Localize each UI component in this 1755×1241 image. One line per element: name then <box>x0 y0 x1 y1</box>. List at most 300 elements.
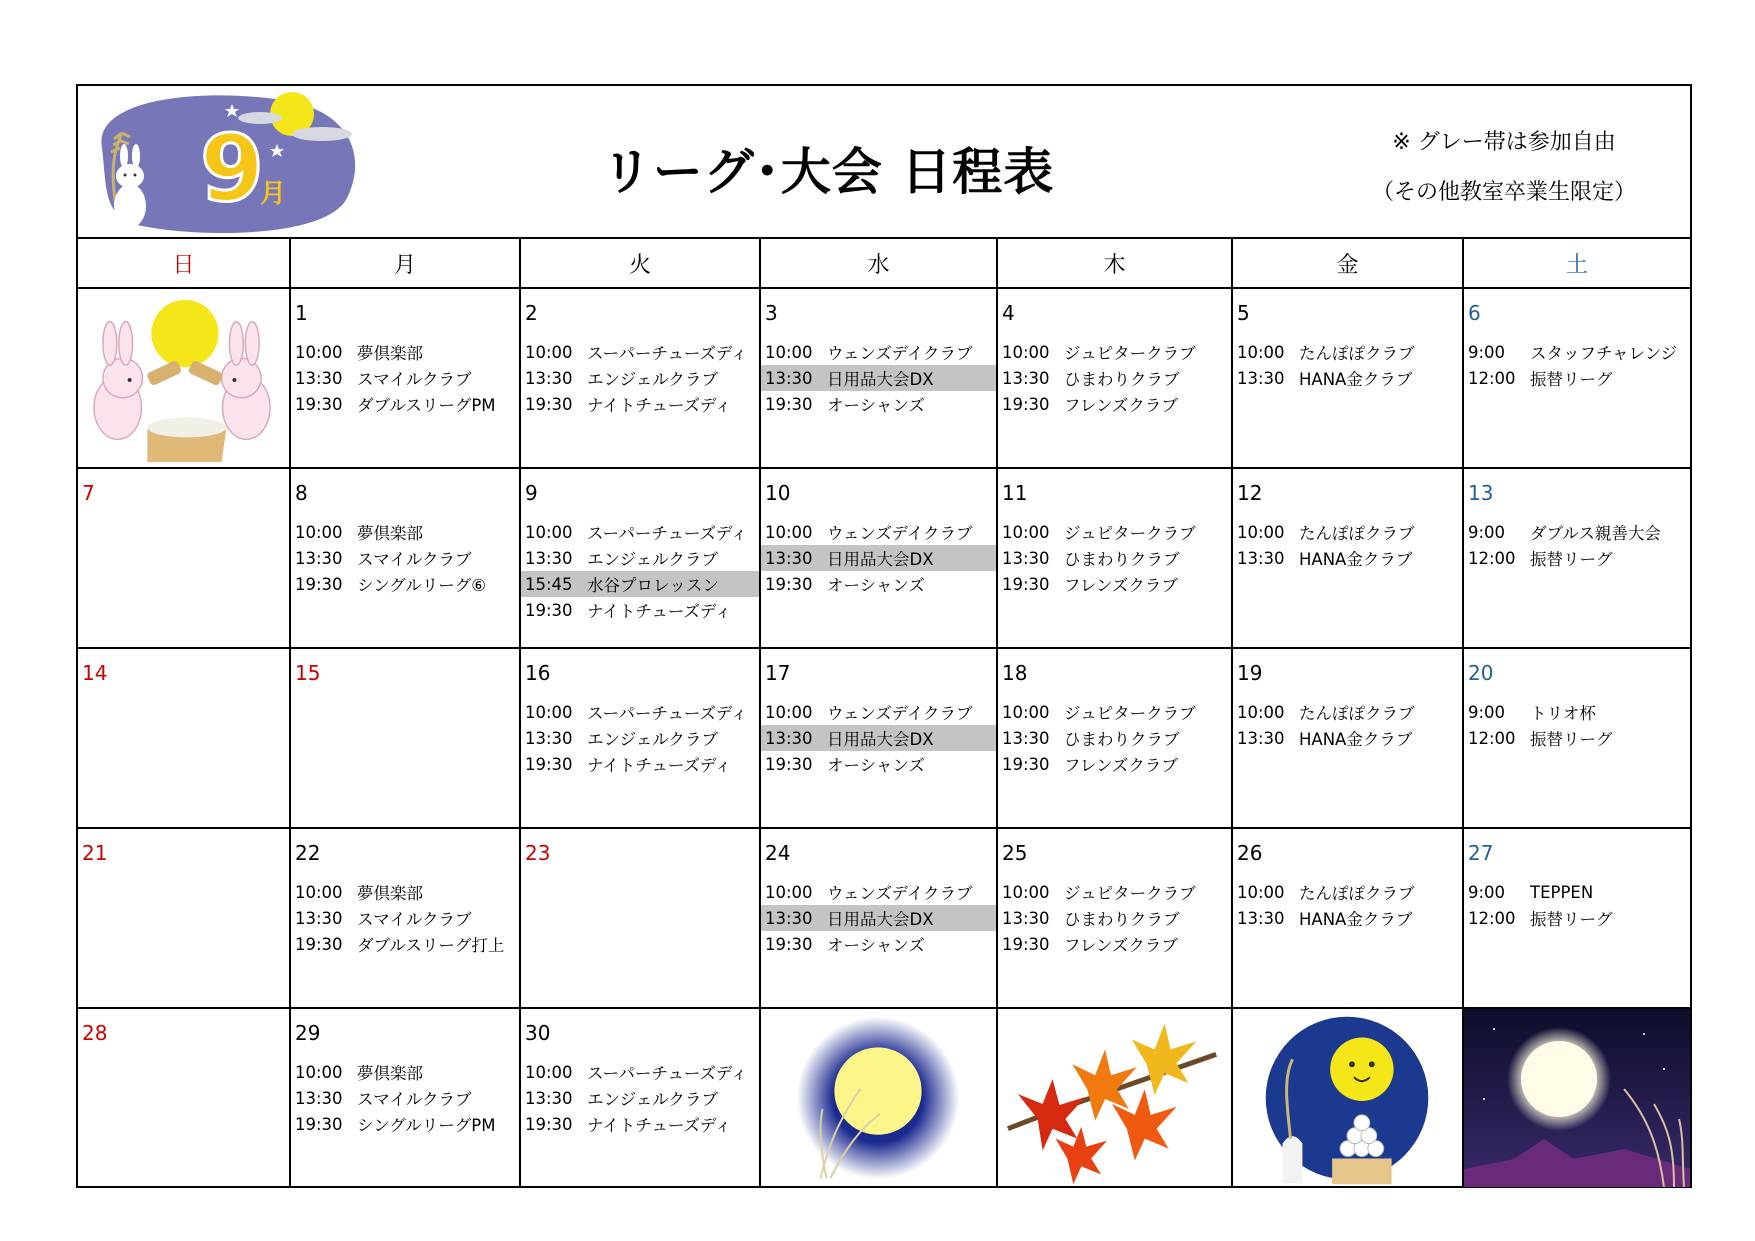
event-name: エンジェルクラブ <box>587 1090 718 1109</box>
event-name: 夢倶楽部 <box>357 344 423 363</box>
event-list <box>1233 339 1462 391</box>
event-row <box>1233 905 1462 931</box>
day-cell-thu <box>998 1009 1233 1187</box>
event-name: ひまわりクラブ <box>1064 550 1180 569</box>
page-title: リーグ･大会 日程表 <box>601 143 1055 201</box>
event-row <box>761 519 996 545</box>
day-cell-sat <box>1464 829 1690 1007</box>
event-time: 19:30 <box>765 934 813 954</box>
day-cell-mon <box>291 1009 521 1187</box>
event-name: トリオ杯 <box>1530 704 1596 723</box>
day-cell-sat <box>1464 649 1690 827</box>
event-list <box>521 699 759 777</box>
event-list <box>1233 519 1462 571</box>
day-cell-tue <box>521 829 761 1007</box>
event-name: 夢倶楽部 <box>357 884 423 903</box>
event-list <box>998 699 1231 777</box>
event-name: たんぽぽクラブ <box>1299 884 1415 903</box>
event-row-optional <box>761 725 996 751</box>
event-time: 19:30 <box>525 600 573 620</box>
event-name: たんぽぽクラブ <box>1299 524 1415 543</box>
event-time: 9:00 <box>1468 522 1506 542</box>
event-name: TEPPEN <box>1530 882 1594 902</box>
event-time: 10:00 <box>1237 522 1285 542</box>
event-row-optional <box>761 545 996 571</box>
event-name: ウェンズデイクラブ <box>827 704 973 723</box>
event-row <box>998 879 1231 905</box>
event-list <box>761 339 996 417</box>
day-number: 9 <box>525 481 538 505</box>
event-list <box>761 699 996 777</box>
day-cell-wed <box>761 469 998 647</box>
week-row <box>78 1009 1690 1187</box>
event-row <box>291 1111 519 1137</box>
event-row <box>1464 365 1690 391</box>
event-time: 13:30 <box>765 368 813 388</box>
day-number: 8 <box>295 481 308 505</box>
event-name: スマイルクラブ <box>357 370 472 389</box>
event-time: 10:00 <box>525 342 573 362</box>
event-time: 10:00 <box>525 1062 573 1082</box>
event-time: 10:00 <box>1002 342 1050 362</box>
rabbits-pounding-mochi-illustration <box>78 289 289 467</box>
week-row <box>78 649 1690 829</box>
day-cell-wed <box>761 649 998 827</box>
event-time: 13:30 <box>525 368 573 388</box>
event-name: フレンズクラブ <box>1064 756 1178 775</box>
day-cell-wed <box>761 289 998 467</box>
event-name: スマイルクラブ <box>357 1090 472 1109</box>
event-name: 振替リーグ <box>1530 550 1613 569</box>
event-name: オーシャンズ <box>827 936 925 955</box>
event-name: ウェンズデイクラブ <box>827 524 973 543</box>
week-row <box>78 289 1690 469</box>
day-cell-fri <box>1233 649 1464 827</box>
event-row <box>521 751 759 777</box>
day-number: 24 <box>765 841 791 865</box>
day-cell-fri <box>1233 289 1464 467</box>
event-time: 19:30 <box>525 754 573 774</box>
event-row <box>1464 699 1690 725</box>
event-time: 13:30 <box>295 1088 343 1108</box>
day-number: 1 <box>295 301 308 325</box>
event-name: 日用品大会DX <box>827 550 934 569</box>
event-time: 13:30 <box>1002 728 1050 748</box>
event-row <box>521 339 759 365</box>
event-time: 10:00 <box>765 702 813 722</box>
event-time: 10:00 <box>765 882 813 902</box>
weekday-thu: 木 <box>998 239 1233 287</box>
day-number: 28 <box>82 1021 108 1045</box>
day-cell-sat <box>1464 1009 1690 1187</box>
event-row <box>291 1085 519 1111</box>
event-time: 13:30 <box>1002 368 1050 388</box>
event-name: ナイトチューズディ <box>587 756 732 775</box>
event-name: ジュピタークラブ <box>1064 884 1196 903</box>
weekday-fri: 金 <box>1233 239 1464 287</box>
event-row <box>1233 545 1462 571</box>
event-row <box>521 597 759 623</box>
event-name: ジュピタークラブ <box>1064 524 1196 543</box>
event-time: 10:00 <box>765 522 813 542</box>
event-list <box>1464 879 1690 931</box>
day-cell-tue <box>521 469 761 647</box>
day-number: 11 <box>1002 481 1028 505</box>
event-time: 13:30 <box>1237 368 1285 388</box>
event-row <box>761 699 996 725</box>
moon-viewing-dango-illustration <box>1233 1009 1462 1187</box>
event-row <box>291 571 519 597</box>
day-cell-fri <box>1233 469 1464 647</box>
event-row <box>521 699 759 725</box>
event-row-optional <box>761 905 996 931</box>
event-row <box>998 699 1231 725</box>
weekday-sun: 日 <box>78 239 291 287</box>
event-row <box>998 365 1231 391</box>
event-row <box>291 339 519 365</box>
event-time: 19:30 <box>525 394 573 414</box>
day-cell-tue <box>521 649 761 827</box>
event-time: 19:30 <box>295 934 343 954</box>
event-list <box>761 519 996 597</box>
event-name: オーシャンズ <box>827 396 925 415</box>
month-suffix: 月 <box>260 179 287 209</box>
event-name: ジュピタークラブ <box>1064 704 1196 723</box>
day-cell-sun <box>78 289 291 467</box>
event-time: 13:30 <box>765 548 813 568</box>
event-list <box>998 519 1231 597</box>
event-name: シングルリーグPM <box>357 1116 496 1135</box>
event-row <box>291 391 519 417</box>
event-list <box>291 1059 519 1137</box>
event-list <box>521 1059 759 1137</box>
legend-note-line1: ※ グレー帯は参加自由 <box>1392 130 1616 155</box>
event-time: 13:30 <box>765 908 813 928</box>
event-row <box>761 751 996 777</box>
day-number: 20 <box>1468 661 1494 685</box>
event-list <box>1464 519 1690 571</box>
day-number: 29 <box>295 1021 321 1045</box>
event-name: 夢倶楽部 <box>357 1064 423 1083</box>
event-time: 19:30 <box>765 574 813 594</box>
day-number: 30 <box>525 1021 551 1045</box>
month-badge <box>82 88 362 233</box>
event-time: 12:00 <box>1468 548 1516 568</box>
day-cell-fri <box>1233 829 1464 1007</box>
event-time: 10:00 <box>1237 882 1285 902</box>
event-row <box>521 725 759 751</box>
day-number: 16 <box>525 661 551 685</box>
event-time: 13:30 <box>1002 908 1050 928</box>
day-cell-thu <box>998 649 1233 827</box>
event-name: 振替リーグ <box>1530 910 1613 929</box>
event-row <box>1464 725 1690 751</box>
event-list <box>1233 879 1462 931</box>
event-name: オーシャンズ <box>827 756 925 775</box>
event-name: ナイトチューズディ <box>587 396 732 415</box>
event-name: フレンズクラブ <box>1064 576 1178 595</box>
event-name: ひまわりクラブ <box>1064 730 1180 749</box>
day-cell-thu <box>998 469 1233 647</box>
event-row <box>998 931 1231 957</box>
event-time: 13:30 <box>525 548 573 568</box>
day-cell-sat <box>1464 289 1690 467</box>
event-time: 10:00 <box>1237 702 1285 722</box>
event-name: スーパーチューズディ <box>587 524 748 543</box>
weekday-tue: 火 <box>521 239 761 287</box>
calendar-sheet <box>76 84 1692 1188</box>
event-list <box>998 879 1231 957</box>
day-cell-tue <box>521 289 761 467</box>
event-time: 13:30 <box>765 728 813 748</box>
event-row <box>291 879 519 905</box>
event-name: ジュピタークラブ <box>1064 344 1196 363</box>
event-name: 振替リーグ <box>1530 730 1613 749</box>
event-time: 13:30 <box>295 368 343 388</box>
event-row <box>998 339 1231 365</box>
legend-note <box>1354 118 1654 218</box>
day-number: 27 <box>1468 841 1494 865</box>
event-row <box>761 879 996 905</box>
event-name: たんぽぽクラブ <box>1299 344 1415 363</box>
event-time: 10:00 <box>295 522 343 542</box>
day-number: 3 <box>765 301 778 325</box>
day-cell-fri <box>1233 1009 1464 1187</box>
day-cell-thu <box>998 289 1233 467</box>
event-name: フレンズクラブ <box>1064 396 1178 415</box>
event-name: シングルリーグ⑥ <box>357 576 487 595</box>
event-name: オーシャンズ <box>827 576 925 595</box>
event-time: 19:30 <box>295 574 343 594</box>
day-number: 23 <box>525 841 551 865</box>
event-list <box>521 519 759 623</box>
event-name: フレンズクラブ <box>1064 936 1178 955</box>
event-row <box>291 519 519 545</box>
event-row <box>521 391 759 417</box>
event-name: ひまわりクラブ <box>1064 370 1180 389</box>
event-list <box>1233 699 1462 751</box>
event-name: HANA金クラブ <box>1299 370 1413 389</box>
event-name: ダブルスリーグPM <box>357 396 496 415</box>
event-row <box>1233 519 1462 545</box>
event-list <box>291 519 519 597</box>
event-name: スマイルクラブ <box>357 550 472 569</box>
event-time: 13:30 <box>1237 728 1285 748</box>
day-cell-mon <box>291 289 521 467</box>
day-number: 22 <box>295 841 321 865</box>
event-time: 19:30 <box>1002 574 1050 594</box>
event-time: 13:30 <box>1002 548 1050 568</box>
day-number: 7 <box>82 481 95 505</box>
event-list <box>291 339 519 417</box>
smiling-moon-icon <box>1330 1038 1393 1101</box>
day-number: 15 <box>295 661 321 685</box>
event-list <box>521 339 759 417</box>
calendar-weeks <box>78 289 1690 1187</box>
event-time: 10:00 <box>295 1062 343 1082</box>
event-row <box>521 1085 759 1111</box>
event-name: ダブルスリーグ打上 <box>357 936 505 955</box>
event-name: エンジェルクラブ <box>587 730 718 749</box>
event-row-optional <box>521 571 759 597</box>
calendar-header <box>78 86 1690 239</box>
weekday-sat: 土 <box>1565 252 1588 278</box>
full-moon-pampas-illustration <box>761 1009 996 1187</box>
event-list <box>291 879 519 957</box>
event-list <box>1464 339 1690 391</box>
event-time: 10:00 <box>1237 342 1285 362</box>
autumn-maple-leaves-illustration <box>998 1009 1231 1187</box>
event-row <box>1233 725 1462 751</box>
event-time: 19:30 <box>295 394 343 414</box>
event-row <box>998 391 1231 417</box>
event-name: スーパーチューズディ <box>587 344 748 363</box>
event-name: ウェンズデイクラブ <box>827 344 973 363</box>
event-time: 13:30 <box>1237 908 1285 928</box>
day-number: 10 <box>765 481 791 505</box>
event-name: 振替リーグ <box>1530 370 1613 389</box>
event-row <box>998 545 1231 571</box>
event-name: エンジェルクラブ <box>587 370 718 389</box>
day-cell-sun <box>78 469 291 647</box>
event-row <box>291 365 519 391</box>
event-row <box>1233 339 1462 365</box>
event-row <box>1464 339 1690 365</box>
day-cell-sat <box>1464 469 1690 647</box>
event-row <box>521 1111 759 1137</box>
event-time: 12:00 <box>1468 368 1516 388</box>
event-row <box>291 545 519 571</box>
event-time: 15:45 <box>525 574 573 594</box>
event-row <box>761 931 996 957</box>
day-number: 17 <box>765 661 791 685</box>
event-time: 19:30 <box>525 1114 573 1134</box>
event-time: 13:30 <box>1237 548 1285 568</box>
day-cell-sun <box>78 1009 291 1187</box>
event-name: HANA金クラブ <box>1299 730 1413 749</box>
event-row <box>1233 699 1462 725</box>
event-row <box>291 905 519 931</box>
day-number: 6 <box>1468 301 1481 325</box>
day-cell-mon <box>291 469 521 647</box>
event-time: 19:30 <box>1002 934 1050 954</box>
event-row <box>521 365 759 391</box>
weekday-header-row <box>78 239 1690 289</box>
event-row <box>998 751 1231 777</box>
weekday-mon: 月 <box>291 239 521 287</box>
day-number: 26 <box>1237 841 1263 865</box>
event-row <box>998 905 1231 931</box>
event-name: 日用品大会DX <box>827 730 934 749</box>
event-name: ナイトチューズディ <box>587 602 732 621</box>
event-time: 10:00 <box>1002 882 1050 902</box>
event-row <box>1464 519 1690 545</box>
event-time: 10:00 <box>1002 522 1050 542</box>
month-number: 9 <box>200 115 265 222</box>
event-name: スーパーチューズディ <box>587 1064 748 1083</box>
event-list <box>761 879 996 957</box>
event-name: ダブルス親善大会 <box>1530 524 1661 543</box>
day-cell-mon <box>291 649 521 827</box>
day-number: 2 <box>525 301 538 325</box>
event-row <box>521 1059 759 1085</box>
event-time: 9:00 <box>1468 882 1506 902</box>
event-name: 夢倶楽部 <box>357 524 423 543</box>
event-name: HANA金クラブ <box>1299 550 1413 569</box>
day-number: 25 <box>1002 841 1028 865</box>
event-name: スマイルクラブ <box>357 910 472 929</box>
event-name: 水谷プロレッスン <box>587 576 719 595</box>
event-row <box>521 519 759 545</box>
day-number: 14 <box>82 661 108 685</box>
event-row <box>1233 365 1462 391</box>
day-cell-sun <box>78 829 291 1007</box>
event-name: HANA金クラブ <box>1299 910 1413 929</box>
day-number: 5 <box>1237 301 1250 325</box>
event-time: 12:00 <box>1468 728 1516 748</box>
event-time: 9:00 <box>1468 702 1506 722</box>
event-row-optional <box>761 365 996 391</box>
week-row <box>78 469 1690 649</box>
event-time: 10:00 <box>295 882 343 902</box>
night-moon-landscape-illustration <box>1464 1009 1690 1187</box>
event-row <box>1464 879 1690 905</box>
event-row <box>521 545 759 571</box>
day-cell-tue <box>521 1009 761 1187</box>
week-row <box>78 829 1690 1009</box>
event-row <box>291 931 519 957</box>
event-list <box>998 339 1231 417</box>
event-name: ひまわりクラブ <box>1064 910 1180 929</box>
event-time: 13:30 <box>525 1088 573 1108</box>
event-time: 10:00 <box>765 342 813 362</box>
day-cell-wed <box>761 829 998 1007</box>
event-time: 10:00 <box>295 342 343 362</box>
day-cell-sun <box>78 649 291 827</box>
day-cell-mon <box>291 829 521 1007</box>
event-time: 19:30 <box>295 1114 343 1134</box>
event-name: エンジェルクラブ <box>587 550 718 569</box>
event-time: 10:00 <box>525 702 573 722</box>
day-number: 21 <box>82 841 108 865</box>
day-number: 4 <box>1002 301 1015 325</box>
event-time: 19:30 <box>765 754 813 774</box>
day-number: 12 <box>1237 481 1263 505</box>
event-row <box>761 391 996 417</box>
event-time: 12:00 <box>1468 908 1516 928</box>
event-name: スタッフチャレンジ <box>1530 344 1678 363</box>
event-time: 10:00 <box>525 522 573 542</box>
event-row <box>1464 905 1690 931</box>
event-time: 19:30 <box>1002 754 1050 774</box>
event-time: 10:00 <box>1002 702 1050 722</box>
event-name: スーパーチューズディ <box>587 704 748 723</box>
event-row <box>761 571 996 597</box>
event-row <box>761 339 996 365</box>
event-time: 9:00 <box>1468 342 1506 362</box>
event-time: 19:30 <box>765 394 813 414</box>
event-row <box>1464 545 1690 571</box>
event-name: ナイトチューズディ <box>587 1116 732 1135</box>
day-number: 13 <box>1468 481 1494 505</box>
event-row <box>998 725 1231 751</box>
event-row <box>291 1059 519 1085</box>
legend-note-line2: （その他教室卒業生限定） <box>1371 180 1636 205</box>
day-cell-wed <box>761 1009 998 1187</box>
day-number: 19 <box>1237 661 1263 685</box>
event-time: 13:30 <box>295 908 343 928</box>
event-time: 13:30 <box>295 548 343 568</box>
